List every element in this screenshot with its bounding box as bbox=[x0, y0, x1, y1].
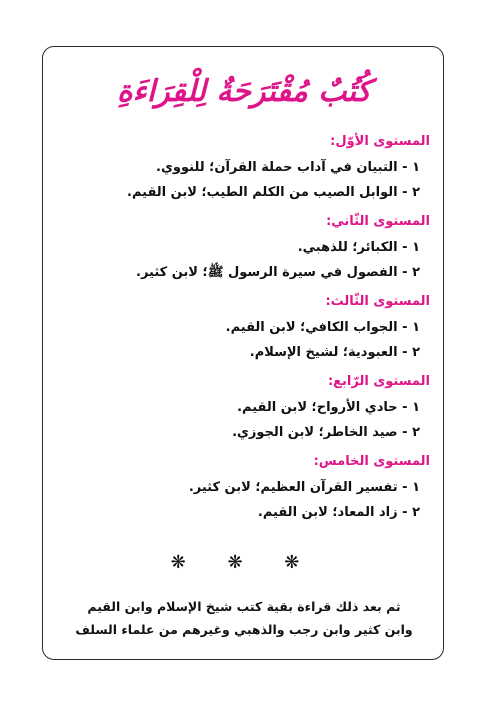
level-2-item-2: ٢ - الفصول في سيرة الرسول ﷺ؛ لابن كثير. bbox=[136, 265, 420, 280]
level-1-section bbox=[58, 132, 430, 204]
level-3-section bbox=[58, 292, 430, 364]
level-5-heading: المستوى الخامس: bbox=[313, 454, 430, 469]
level-5-item-2: ٢ - زاد المعاد؛ لابن القيم. bbox=[257, 505, 420, 520]
level-1-item-1: ١ - التبيان في آداب حملة القرآن؛ للنووي. bbox=[156, 160, 420, 175]
level-2-section bbox=[58, 212, 430, 284]
level-3-item-1: ١ - الجواب الكافي؛ لابن القيم. bbox=[225, 320, 420, 335]
level-1-heading: المستوى الأوّل: bbox=[330, 134, 430, 149]
level-1-item-2: ٢ - الوابل الصيب من الكلم الطيب؛ لابن القيم. bbox=[127, 185, 420, 200]
page-content bbox=[58, 70, 430, 641]
level-5-item-1: ١ - تفسير القرآن العظيم؛ لابن كثير. bbox=[188, 480, 420, 495]
level-2-item-1: ١ - الكبائر؛ للذهبي. bbox=[297, 240, 420, 255]
closing-paragraph bbox=[58, 595, 430, 641]
level-5-section bbox=[58, 452, 430, 524]
page-title: كُتُبٌ مُقْتَرَحَةٌ لِلْقِرَاءَةِ bbox=[116, 74, 372, 109]
level-4-item-2: ٢ - صيد الخاطر؛ لابن الجوزي. bbox=[232, 425, 420, 440]
level-4-item-1: ١ - حادي الأرواح؛ لابن القيم. bbox=[237, 400, 420, 415]
level-2-heading: المستوى الثّاني: bbox=[326, 214, 430, 229]
closing-line-2: وابن كثير وابن رجب والذهبي وغيرهم من علماء السلف bbox=[75, 622, 413, 637]
separator-stars: ❋ ❋ ❋ bbox=[170, 552, 318, 573]
level-4-section bbox=[58, 372, 430, 444]
level-3-heading: المستوى الثّالث: bbox=[325, 294, 430, 309]
level-4-heading: المستوى الرّابع: bbox=[327, 374, 430, 389]
closing-line-1: ثم بعد ذلك قراءة بقية كتب شيخ الإسلام وابن القيم bbox=[87, 599, 401, 614]
level-3-item-2: ٢ - العبودية؛ لشيخ الإسلام. bbox=[249, 345, 420, 360]
